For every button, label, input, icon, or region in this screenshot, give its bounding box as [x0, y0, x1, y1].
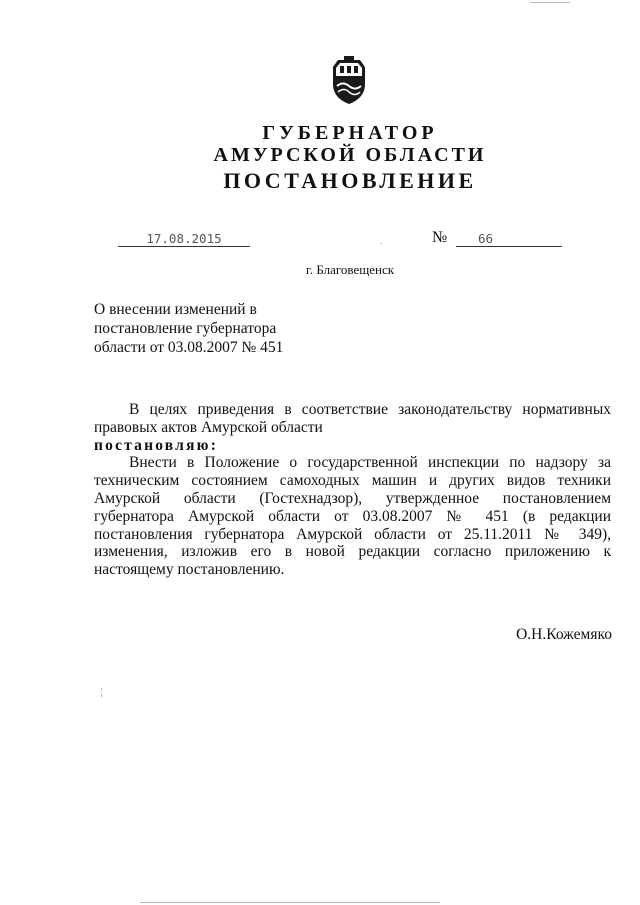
subject-line: постановление губернатора: [94, 320, 277, 337]
decree-word: постановляю:: [94, 436, 219, 454]
document-date: 17.08.2015: [118, 232, 250, 247]
region-title: АМУРСКОЙ ОБЛАСТИ: [213, 144, 487, 166]
main-paragraph: Внести в Положение о государственной инспекции по надзору за техническим состоянием самоходных машин и других видов техники Амурской области (Гостехнадзор), утвержденное постановлением губернатора Амурской области от 03.08.2007 № 451 (в редакции постановления губернатора Амурской области от 25.11.2011 № 349), изменения, изложив его в новой редакции согласно приложению к настоящему постановлению.: [94, 454, 611, 579]
subject-line: области от 03.08.2007 № 451: [94, 339, 284, 356]
coat-of-arms-icon: [328, 56, 370, 106]
document-body: [94, 401, 611, 579]
document-subject: [94, 300, 283, 357]
city-label: г. Благовещенск: [305, 262, 395, 277]
scan-speck: [101, 688, 102, 691]
intro-paragraph: В целях приведения в соответствие законодательству нормативных правовых актов Амурской области: [94, 401, 611, 436]
scan-speck: [380, 243, 382, 244]
issuer-title: ГУБЕРНАТОР: [262, 122, 438, 144]
document-number: 66: [456, 232, 562, 247]
number-label: №: [432, 229, 448, 246]
document-type-title: ПОСТАНОВЛЕНИЕ: [223, 168, 477, 193]
subject-line: О внесении изменений в: [94, 301, 257, 318]
scan-speck: [140, 902, 440, 903]
scan-speck: [530, 2, 570, 3]
scan-speck: [101, 694, 102, 697]
signature: О.Н.Кожемяко: [516, 626, 612, 643]
